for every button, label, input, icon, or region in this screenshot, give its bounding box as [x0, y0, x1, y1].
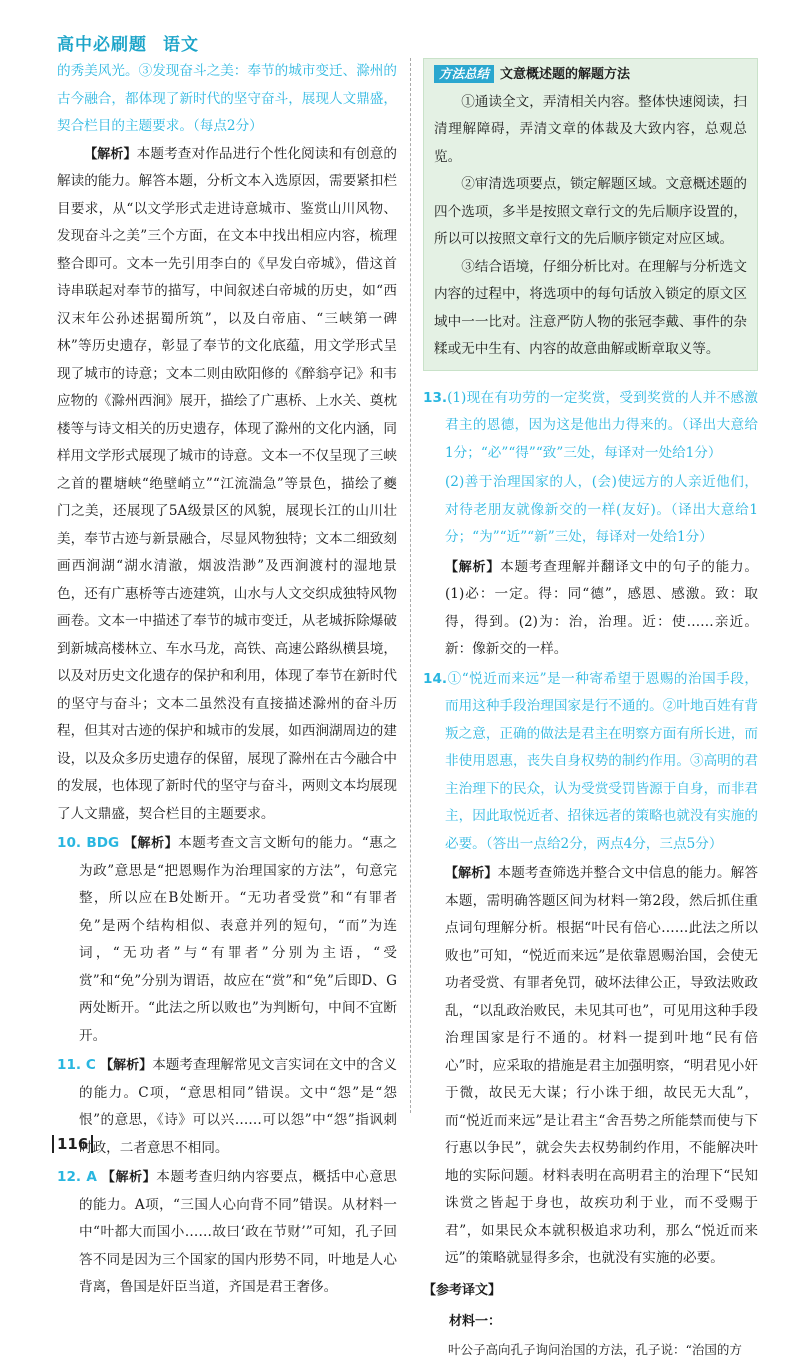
method-title-row — [434, 61, 747, 89]
q11-text: 本题考查理解常见文言实词在文中的含义的能力。C项，“意思相同”错误。文中“怨”是“怨恨”的意思，《诗》可以兴……可以怨”中“怨”指讽刺时政，二者意思不相同。 — [79, 1057, 397, 1156]
q14-answer-text: ①“悦近而来远”是一种寄希望于恩赐的治国手段，而用这种手段治理国家是行不通的。②叶地百姓有背叛之意，正确的做法是君主在明察方面有所长进，而非使用恩惠，丧失自身权势的制约作用。③高明的君主治理下的民众，认为受赏受罚皆源于自身，而非君主，因此取悦近者、招徕远者的策略也就没有实施的必要。（答出一点给2分，两点4分，三点5分） — [445, 671, 758, 852]
question-12 — [57, 1164, 397, 1302]
method-summary-box — [423, 58, 758, 371]
q13-tag: 【解析】 — [445, 560, 500, 575]
q10-number: 10. BDG — [57, 835, 119, 851]
left-column — [57, 58, 397, 1302]
question-10 — [57, 830, 397, 1050]
q13-answer-1 — [423, 385, 758, 468]
method-title: 文意概述题的解题方法 — [500, 67, 630, 82]
right-column — [423, 58, 758, 1363]
q13-answer-1-text: (1)现在有功劳的一定奖赏，受到奖赏的人并不感激君主的恩德，因为这是他出力得来的。（译出大意给1分；“必”“得”“致”三处，每译对一处给1分） — [445, 390, 758, 461]
column-divider — [410, 58, 411, 1113]
method-step-1: ①通读全文，弄清相关内容。整体快速阅读，扫清理解障碍，弄清文章的体裁及大致内容，总观总览。 — [434, 89, 747, 172]
q13-analysis-text: 本题考查理解并翻译文中的句子的能力。(1)必：一定。得：同“德”，感恩、感激。致：取得，得到。(2)为：治，治理。近：使……亲近。新：像新交的一样。 — [445, 559, 758, 658]
translation-text: 叶公子高向孔子询问治国的方法，孔子说：“治国的方 — [423, 1336, 758, 1363]
q10-tag: 【解析】 — [124, 836, 178, 851]
q12-tag: 【解析】 — [102, 1170, 156, 1185]
book-title: 高中必刷题 — [57, 35, 147, 55]
intro-answer: 的秀美风光。③发现奋斗之美：奉节的城市变迁、滁州的古今融合，都体现了新时代的坚守奋斗，展现人文鼎盛，契合栏目的主题要求。（每点2分） — [57, 58, 397, 141]
q14-analysis — [423, 860, 758, 1273]
q14-answer — [423, 666, 758, 859]
q11-tag: 【解析】 — [100, 1058, 152, 1073]
q14-number: 14. — [423, 671, 447, 687]
translation-title: 【参考译文】 — [423, 1277, 758, 1305]
q13-number: 13. — [423, 390, 447, 406]
q12-text: 本题考查归纳内容要点，概括中心意思的能力。A项，“三国人心向背不同”错误。从材料一中“叶都大而国小……故曰‘政在节财’”可知，孔子回答不同是因为三个国家的国内形势不同，叶地是人心背离，鲁国是奸臣当道，齐国是君王奢侈。 — [79, 1169, 397, 1295]
page-number: 116 — [52, 1135, 93, 1153]
analysis-tag: 【解析】 — [84, 147, 136, 162]
subject-title: 语文 — [163, 35, 199, 55]
method-badge: 方法总结 — [434, 65, 494, 83]
intro-analysis-paragraph — [57, 141, 397, 829]
method-step-3: ③结合语境，仔细分析比对。在理解与分析选文内容的过程中，将选项中的每句话放入锁定的原文区域中一一比对。注意严防人物的张冠李戴、事件的杂糅或无中生有、内容的故意曲解或断章取义等。 — [434, 254, 747, 364]
page-header — [57, 30, 199, 55]
translation-subtitle: 材料一： — [423, 1308, 758, 1336]
q13-analysis — [423, 554, 758, 664]
method-step-2: ②审清选项要点，锁定解题区域。文意概述题的四个选项，多半是按照文章行文的先后顺序设置的，所以可以按照文章行文的先后顺序锁定对应区域。 — [434, 171, 747, 254]
q10-text: 本题考查文言文断句的能力。“惠之为政”意思是“把恩赐作为治理国家的方法”，句意完整，所以应在B处断开。“无功者受赏”和“有罪者免”是两个结构相似、表意并列的短句，“而”为连词，“无功者”与“有罪者”分别为主语，“受赏”和“免”分别为谓语，故应在“赏”和“免”后即D、G两处断开。“此法之所以败也”为判断句，中间不宜断开。 — [79, 835, 397, 1044]
q14-analysis-text: 本题考查筛选并整合文中信息的能力。解答本题，需明确答题区间为材料一第2段，然后抓住重点词句理解分析。根据“叶民有倍心……此法之所以败也”可知，“悦近而来远”是依靠恩赐治国，会使无功者受赏、有罪者免罚，破坏法律公正，导致法败政乱，“以乱政治败民，未见其可也”，可见用这种手段治理国家是行不通的。材料一提到叶地“民有倍心”时，应采取的措施是君主加强明察，“明君见小奸于微，故民无大谋；行小诛于细，故民无大乱”，而“悦近而来远”是让君主“舍吾势之所能禁而使与下行惠以争民”，就会失去权势制约作用，不能解决叶地的实际问题。材料表明在高明君主的治理下“民知诛赏之皆起于身也，故疾功利于业，而不受赐于君”，如果民众本就积极追求功利，那么“悦近而来远”的策略就显得多余，也就没有实施的必要。 — [445, 865, 758, 1266]
intro-analysis: 本题考查对作品进行个性化阅读和有创意的解读的能力。解答本题，分析文本入选原因，需要紧扣栏目要求，从“以文学形式走进诗意城市、鉴赏山川风物、发现奋斗之美”三个方面，在文本中找出相应内容，梳理整合即可。文本一先引用李白的《早发白帝城》，借这首诗串联起对奉节的描写，中间叙述白帝城的历史，如“西汉末年公孙述据蜀所筑”，以及白帝庙、“三峡第一碑林”等历史遗存，彰显了奉节的文化底蕴，用文学形式呈现了城市的诗意；文本二则由欧阳修的《醉翁亭记》和韦应物的《滁州西涧》展开，描绘了广惠桥、上水关、奠枕楼等与诗文相关的历史遗存，体现了滁州的文化内涵，同样用文学形式展现了城市的诗意。文本一不仅呈现了三峡之首的瞿塘峡“绝壁峭立”“江流湍急”等景色，描绘了夔门之美，还展现了5A级景区的风貌，展现长江的山川壮美，奉节古迹与新景融合，尽显风物独特；文本二细致刻画西涧湖“湖水清澈，烟波浩渺”及西涧渡村的湿地景色，还有广惠桥等古迹建筑，山水与人文交织成独特风物画卷。文本一中描述了奉节的城市变迁，从老城拆除爆破到新城高楼林立、车水马龙，高铁、高速公路纵横县境，以及对历史文化遗存的保护和利用，体现了奉节在新时代的坚守与奋斗；文本二虽然没有直接描述滁州的奋斗历程，但其对古迹的保护和城市的发展，如西涧湖周边的建设，以及众多历史遗存的保留，展现了滁州在古今融合中的发展，也体现了新时代的坚守与奋斗，两则文本均展现了人文鼎盛，契合栏目的主题要求。 — [57, 146, 397, 822]
q14-tag: 【解析】 — [445, 866, 498, 881]
q11-number: 11. C — [57, 1057, 96, 1073]
question-11 — [57, 1052, 397, 1162]
q13-answer-2: (2)善于治理国家的人，(会)使远方的人亲近他们，对待老朋友就像新交的一样(友好)。（译出大意给1分；“为”“近”“新”三处，每译对一处给1分） — [423, 469, 758, 552]
q12-number: 12. A — [57, 1169, 97, 1185]
